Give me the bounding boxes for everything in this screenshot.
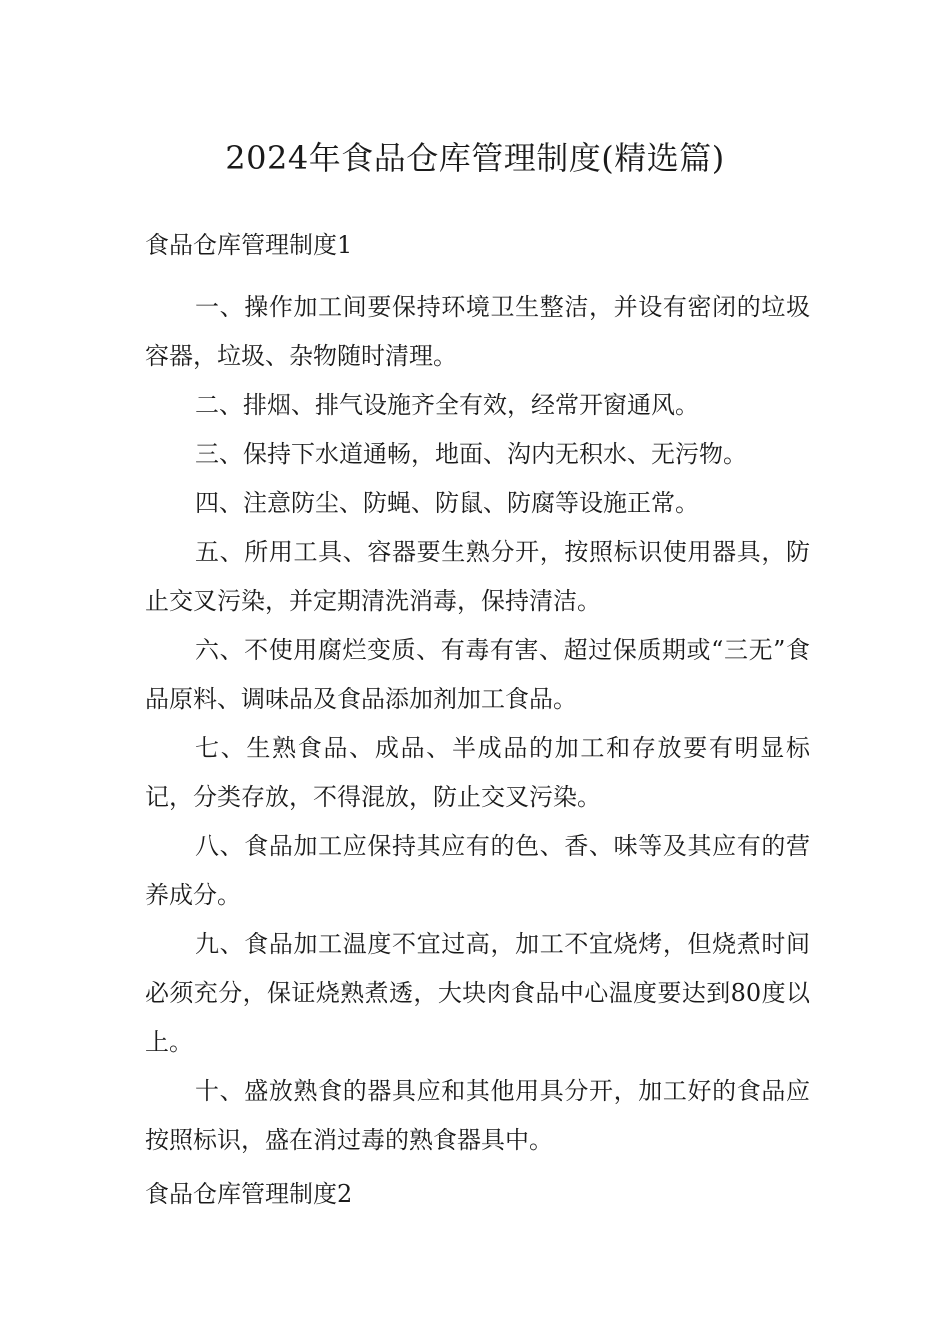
- paragraph-5: 五、所用工具、容器要生熟分开，按照标识使用器具，防止交叉污染，并定期清洗消毒，保持清洁。: [145, 538, 810, 615]
- section-heading-2: 食品仓库管理制度2: [145, 1180, 353, 1208]
- paragraph-8: 八、食品加工应保持其应有的色、香、味等及其应有的营养成分。: [145, 832, 810, 909]
- paragraph-1: 一、操作加工间要保持环境卫生整洁，并设有密闭的垃圾容器，垃圾、杂物随时清理。: [145, 293, 810, 370]
- document-title: 2024年食品仓库管理制度(精选篇): [225, 139, 725, 177]
- paragraph-6: 六、不使用腐烂变质、有毒有害、超过保质期或“三无”食品原料、调味品及食品添加剂加工食品。: [145, 636, 810, 713]
- paragraph-2: 二、排烟、排气设施齐全有效，经常开窗通风。: [195, 391, 699, 419]
- section-heading-1: 食品仓库管理制度1: [145, 231, 353, 259]
- paragraph-10: 十、盛放熟食的器具应和其他用具分开，加工好的食品应按照标识，盛在消过毒的熟食器具中。: [145, 1077, 810, 1154]
- paragraph-4: 四、注意防尘、防蝇、防鼠、防腐等设施正常。: [195, 489, 699, 517]
- paragraph-3: 三、保持下水道通畅，地面、沟内无积水、无污物。: [195, 440, 747, 468]
- paragraph-9: 九、食品加工温度不宜过高，加工不宜烧烤，但烧煮时间必须充分，保证烧熟煮透，大块肉食品中心温度要达到80度以上。: [145, 930, 810, 1056]
- paragraph-7: 七、生熟食品、成品、半成品的加工和存放要有明显标记，分类存放，不得混放，防止交叉污染。: [145, 734, 810, 811]
- section-1-body: [145, 283, 810, 1165]
